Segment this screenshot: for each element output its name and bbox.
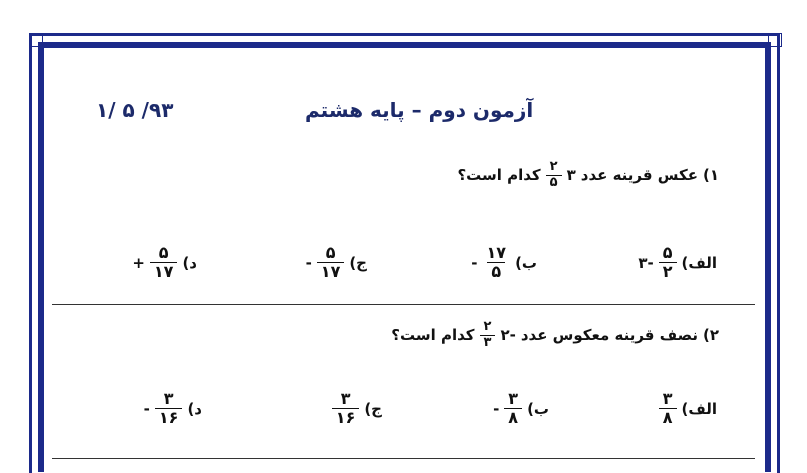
option-sign: - [305, 253, 312, 272]
mixed-number-fraction [546, 160, 562, 191]
denominator: ۸ [659, 408, 677, 427]
option-label: ج) [364, 399, 382, 418]
question-text-after: کدام است؟ [457, 166, 541, 185]
q1-option-b[interactable] [471, 244, 537, 282]
numerator: ۳ [163, 389, 174, 408]
denominator: ۵ [546, 175, 562, 191]
option-fraction [504, 390, 522, 428]
option-fraction [155, 390, 183, 428]
numerator: ۵ [158, 243, 169, 262]
numerator: ۵ [662, 243, 673, 262]
q1-option-a[interactable] [638, 244, 717, 282]
denominator: ۱۶ [155, 408, 183, 427]
option-label: الف) [681, 399, 717, 418]
denominator: ۱۷ [317, 262, 345, 281]
mixed-number-whole: -۲ [500, 326, 516, 345]
option-label: د) [187, 399, 202, 418]
denominator: ۲ [659, 262, 677, 281]
option-fraction [150, 244, 178, 282]
q1-option-d[interactable] [132, 244, 197, 282]
question-number: ۱) [702, 166, 719, 185]
exam-date: ۹۳/ ۵ /۱ [96, 98, 174, 122]
option-label: ب) [527, 399, 549, 418]
border-corner-top-right [768, 33, 782, 47]
option-fraction [483, 244, 511, 282]
question-1 [457, 160, 719, 191]
q2-option-d[interactable] [144, 390, 202, 428]
option-label: د) [182, 253, 197, 272]
option-label: الف) [681, 253, 717, 272]
divider-line [52, 458, 755, 459]
denominator: ۳ [480, 335, 496, 351]
option-fraction [332, 390, 360, 428]
q2-option-c[interactable] [332, 390, 382, 428]
question-text-after: کدام است؟ [391, 326, 475, 345]
denominator: ۱۶ [332, 408, 360, 427]
question-text-before: نصف قرینه معکوس عدد [520, 326, 698, 345]
question-text-before: عکس قرینه عدد [580, 166, 698, 185]
numerator: ۳ [662, 389, 673, 408]
numerator: ۱۷ [486, 243, 507, 262]
denominator: ۱۷ [150, 262, 178, 281]
q1-option-c[interactable] [306, 244, 367, 282]
q2-option-a[interactable] [659, 390, 717, 428]
option-fraction [317, 244, 345, 282]
question-2 [391, 320, 719, 351]
option-fraction [659, 390, 677, 428]
numerator: ۲ [549, 159, 558, 174]
mixed-number-whole: ۳ [566, 166, 576, 185]
option-label: ج) [349, 253, 367, 272]
q2-option-b[interactable] [493, 390, 549, 428]
denominator: ۵ [487, 262, 505, 281]
question-number: ۲) [702, 326, 719, 345]
option-fraction [659, 244, 677, 282]
numerator: ۵ [325, 243, 336, 262]
numerator: ۳ [340, 389, 351, 408]
numerator: ۲ [483, 319, 492, 334]
option-prefix: -۳ [638, 253, 654, 272]
border-corner-top-left [29, 33, 43, 47]
exam-title: آزمون دوم – پایه هشتم [305, 98, 534, 122]
mixed-number-fraction [480, 320, 496, 351]
option-sign: - [493, 399, 500, 418]
option-label: ب) [515, 253, 537, 272]
option-sign: + [132, 253, 145, 272]
divider-line [52, 304, 755, 305]
denominator: ۸ [504, 408, 522, 427]
option-sign: - [471, 253, 478, 272]
numerator: ۳ [508, 389, 519, 408]
option-sign: - [143, 399, 150, 418]
